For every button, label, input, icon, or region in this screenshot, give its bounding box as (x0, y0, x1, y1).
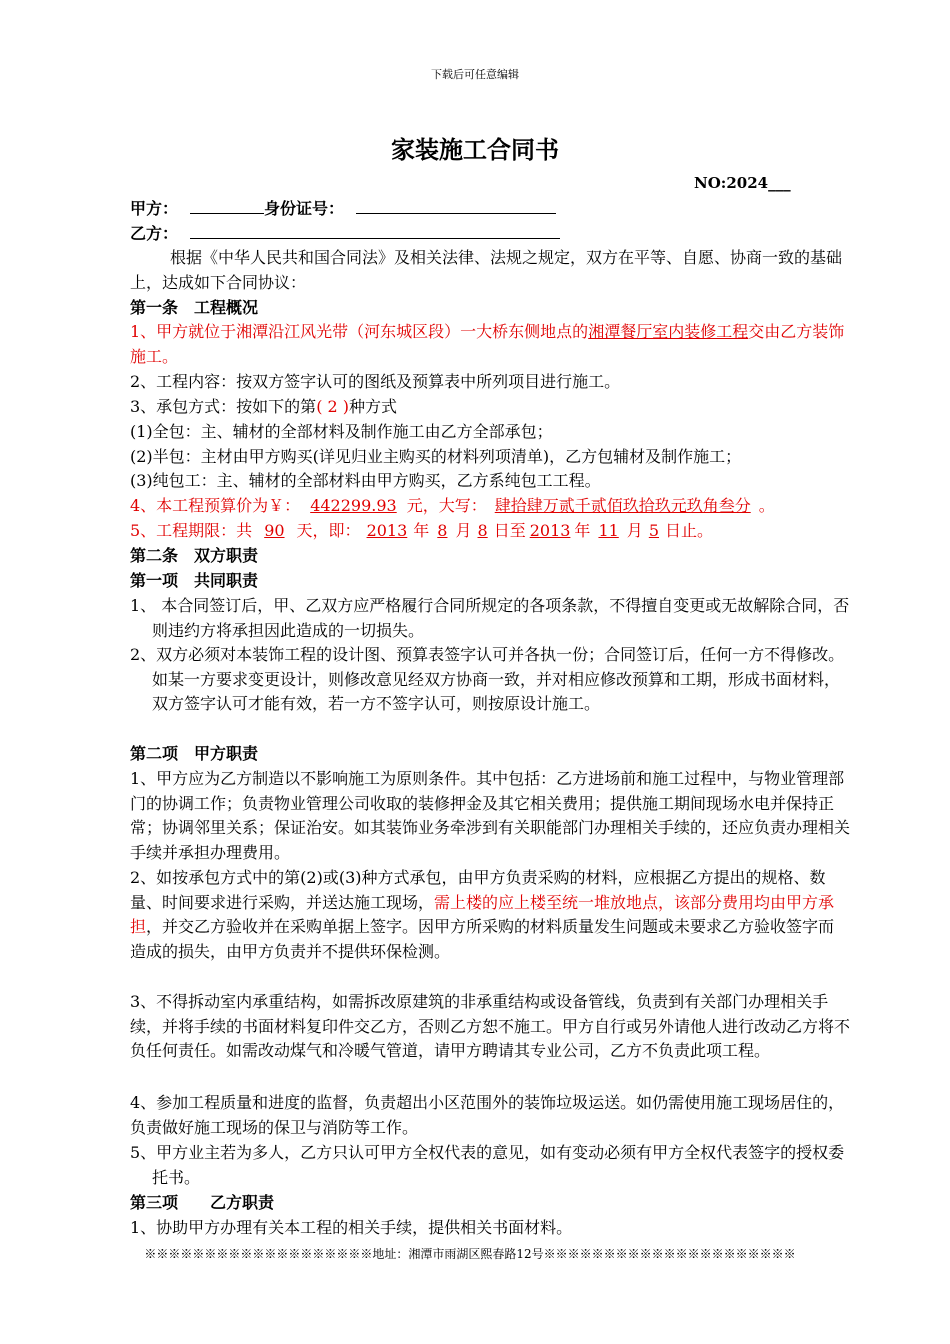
clause-1-2: 2、工程内容：按双方签字认可的图纸及预算表中所列项目进行施工。 (130, 372, 621, 391)
section-3-heading: 第三项 乙方职责 (130, 1193, 275, 1212)
budget-label: 4、本工程预算价为￥： (130, 496, 301, 515)
clause-1-1-text: 1、甲方就位于湘潭沿江风光带（河东城区段）一大桥东侧地点的 (130, 322, 589, 341)
period-days: 90 (264, 521, 285, 540)
section-2-item-1: 1、甲方应为乙方制造以不影响施工为原则条件。其中包括：乙方进场前和施工过程中，与物业管理部门的协调工作；负责物业管理公司收取的装修押金及其它相关费用；提供施工期间现场水电并保持正常；协调邻里关系；保证治安。如其装饰业务牵涉到有关职能部门办理相关手续的，还应负责办理相关手续并承担办理费用。 (130, 769, 851, 862)
clause-1-1 (130, 320, 850, 369)
section-1-heading: 第一项 共同职责 (130, 571, 259, 590)
section-2-item-3: 3、不得拆动室内承重结构，如需拆改原建筑的非承重结构或设备管线，负责到有关部门办理相关手续，并将手续的书面材料复印件交乙方，否则乙方恕不施工。甲方自行或另外请他人进行改动乙方将不负任何责任。如需改动煤气和冷暖气管道，请甲方聘请其专业公司，乙方不负责此项工程。 (130, 992, 851, 1061)
period-range-label: 天，即： (296, 521, 361, 540)
party-b-blank[interactable] (190, 222, 560, 239)
section-1-item-2: 2、双方必须对本装饰工程的设计图、预算表签字认可并各执一份；合同签订后，任何一方不得修改。如某一方要求变更设计，则修改意见经双方协商一致，并对相应修改预算和工期，形成书面材料，双方签字认可才能有效，若一方不签字认可，则按原设计施工。 (130, 645, 845, 714)
clause-1-4 (130, 494, 775, 518)
budget-words-label: 元，大写： (406, 496, 487, 515)
clause-1-3-text: 3、承包方式：按如下的第 (130, 397, 317, 416)
id-label: 身份证号： (264, 199, 345, 218)
section-2-item-2-rest: ，并交乙方验收并在采购单据上签字。因甲方所采购的材料质量发生问题或未要求乙方验收签字而造成的损失，由甲方负责并不提供环保检测。 (130, 917, 835, 961)
section-2-item-2 (130, 866, 850, 964)
month-char: 月 (455, 521, 472, 540)
header-note: 下载后可任意编辑 (431, 68, 519, 81)
party-b-line (130, 222, 560, 246)
section-3-item-1: 1、协助甲方办理有关本工程的相关手续，提供相关书面材料。 (130, 1218, 573, 1237)
year-char: 年 (413, 521, 430, 540)
page-title: 家装施工合同书 (391, 136, 559, 164)
clause-1-5 (130, 519, 713, 543)
section-1-item-1: 1、 本合同签订后，甲、乙双方应严格履行合同所规定的各项条款，不得擅自变更或无故解除合同，否则违约方将承担因此造成的一切损失。 (130, 596, 850, 640)
contract-mode-choice: ( 2 ) (316, 397, 350, 416)
party-a-blank[interactable] (190, 197, 264, 214)
end-year: 2013 (529, 521, 571, 540)
intro-paragraph: 根据《中华人民共和国合同法》及相关法律、法规之规定，双方在平等、自愿、协商一致的基础上，达成如下合同协议： (130, 248, 843, 292)
footer-address: ※※※※※※※※※※※※※※※※※※※地址：湘潭市雨湖区熙春路12号※※※※※※※※※※※※※※※※※※※※※ (144, 1247, 796, 1261)
id-number-blank[interactable] (356, 197, 556, 214)
budget-amount: 442299.93 (310, 496, 397, 515)
section-2-item-5: 5、甲方业主若为多人，乙方只认可甲方全权代表的意见，如有变动必须有甲方全权代表签字的授权委托书。 (130, 1143, 845, 1187)
day-end: 日止。 (665, 521, 714, 540)
document-number: NO:2024___ (694, 174, 791, 192)
day-to: 日至 (493, 521, 526, 540)
option-2: (2)半包：主材由甲方购买(详见归业主购买的材料列项清单)，乙方包辅材及制作施工； (130, 447, 742, 466)
party-a-line (130, 197, 556, 221)
clause-1-1-end: 交由乙方装饰施工。 (130, 322, 845, 366)
option-1: (1)全包：主、辅材的全部材料及制作施工由乙方全部承包； (130, 422, 553, 441)
section-2-heading: 第二项 甲方职责 (130, 744, 259, 763)
period-label: 5、工程期限：共 (130, 521, 253, 540)
budget-amount-words: 肆拾肆万贰千贰佰玖拾玖元玖角叁分 (494, 496, 751, 515)
party-b-label: 乙方： (130, 224, 179, 243)
end-day: 5 (648, 521, 659, 540)
start-year: 2013 (366, 521, 408, 540)
option-3: (3)纯包工：主、辅材的全部材料由甲方购买，乙方系纯包工工程。 (130, 471, 601, 490)
project-name: 湘潭餐厅室内装修工程 (588, 322, 749, 341)
section-2-item-2-text: 2、如按承包方式中的第(2)或(3)种方式承包，由甲方负责采购的材料，应根据乙方提出的规格、数量、时间要求进行采购，并送达施工现场， (130, 868, 826, 912)
clause-1-3 (130, 395, 397, 419)
year-char: 年 (574, 521, 591, 540)
section-2-item-2-highlight: 需上楼的应上楼至统一堆放地点，该部分费用均由甲方承担 (130, 892, 835, 937)
article-1-heading: 第一条 工程概况 (130, 298, 259, 317)
clause-1-3-end: 种方式 (349, 397, 398, 416)
section-2-item-4: 4、参加工程质量和进度的监督，负责超出小区范围外的装饰垃圾运送。如仍需使用施工现场居住的，负责做好施工现场的保卫与消防等工作。 (130, 1093, 845, 1137)
budget-end: 。 (758, 496, 775, 515)
start-day: 8 (477, 521, 488, 540)
month-char: 月 (626, 521, 643, 540)
party-a-label: 甲方： (130, 199, 179, 218)
end-month: 11 (598, 521, 619, 540)
start-month: 8 (437, 521, 448, 540)
article-2-heading: 第二条 双方职责 (130, 546, 259, 565)
